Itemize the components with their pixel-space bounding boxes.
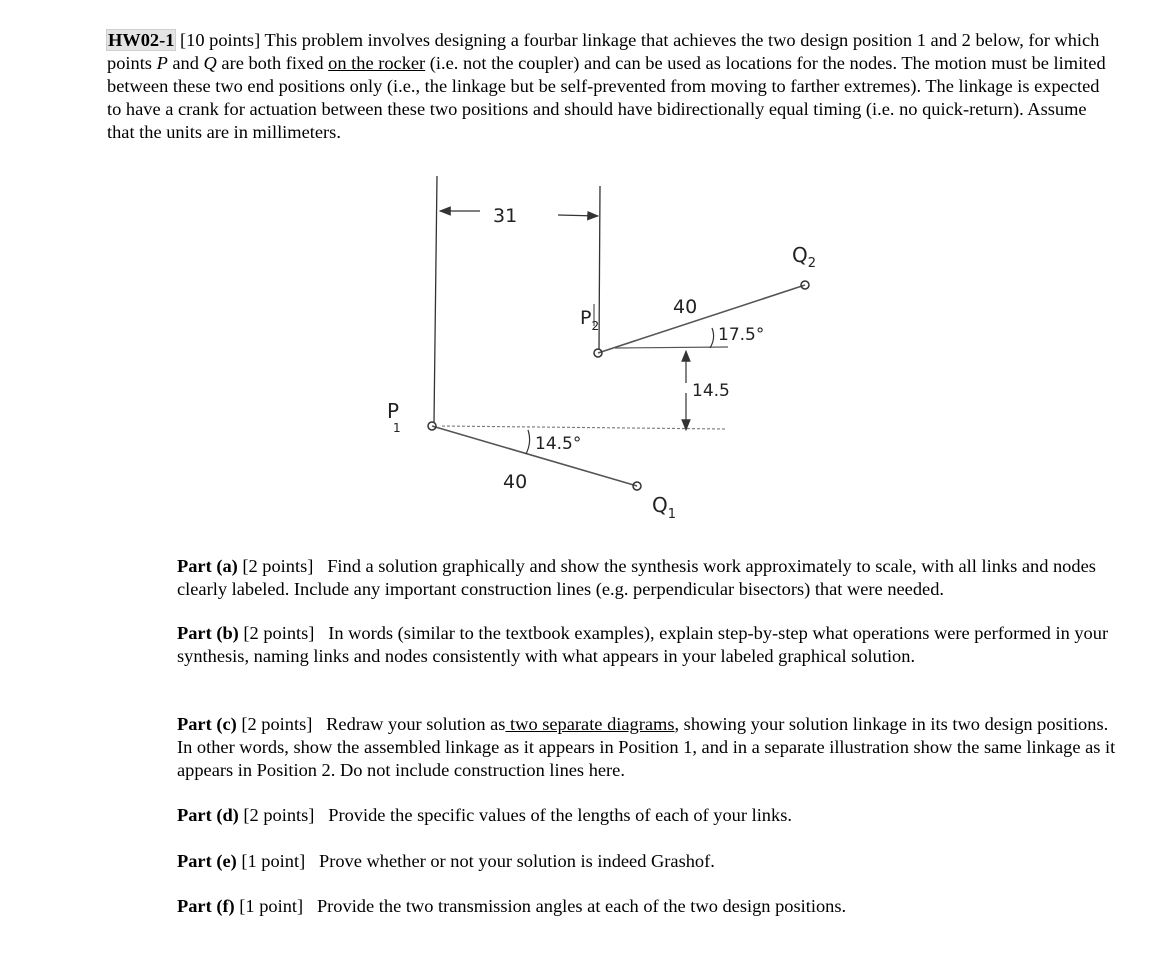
p2-label: $P_2$	[580, 307, 600, 333]
part-a-label: Part (a)	[177, 556, 238, 576]
part-c	[177, 713, 1122, 782]
vertical-ref-line-p1	[434, 176, 437, 422]
part-b-points: [2 points]	[243, 623, 315, 643]
statement-text-1: This problem involves designing a fourbar linkage that achieves the two design position 1 and 2 below, for which points	[107, 30, 1100, 73]
q1-label: $Q_1$	[652, 493, 677, 522]
horizontal-ref-line-1	[442, 426, 725, 429]
height-14-5-label: 14.5	[692, 381, 730, 401]
dimension-arrow-right	[558, 215, 598, 216]
part-d-text: Provide the specific values of the lengths of each of your links.	[328, 805, 792, 825]
problem-id: HW02-1	[108, 30, 175, 50]
on-rocker-text: on the rocker	[328, 53, 426, 73]
part-a	[177, 555, 1122, 601]
part-d	[177, 804, 1122, 827]
statement-text-2: and	[167, 53, 204, 73]
part-a-points: [2 points]	[242, 556, 314, 576]
part-c-points: [2 points]	[241, 714, 313, 734]
part-f	[177, 895, 1122, 918]
two-separate-diagrams-text: two separate diagrams	[505, 714, 675, 734]
part-d-label: Part (d)	[177, 805, 239, 825]
part-f-label: Part (f)	[177, 896, 235, 916]
length-40-upper-label: 40	[673, 296, 698, 318]
angle-17-5-label: 17.5°	[718, 325, 765, 345]
part-f-text: Provide the two transmission angles at each of the two design positions.	[316, 896, 847, 916]
linkage-figure	[330, 168, 890, 538]
part-b	[177, 622, 1122, 668]
part-e-text: Prove whether or not your solution is indeed Grashof.	[319, 851, 715, 871]
point-p-symbol: P	[156, 53, 168, 73]
q2-label: $Q_2$	[792, 243, 817, 271]
part-b-label: Part (b)	[177, 623, 239, 643]
part-c-text-1: Redraw your solution as	[326, 714, 506, 734]
linkage-sketch	[330, 168, 890, 538]
part-f-points: [1 point]	[239, 896, 304, 916]
part-e	[177, 850, 1122, 873]
part-e-points: [1 point]	[241, 851, 306, 871]
position-2-link-line	[598, 285, 805, 353]
part-e-label: Part (e)	[177, 851, 237, 871]
vertical-ref-line-p2	[599, 186, 600, 350]
angle-14-5-label: 14.5°	[535, 434, 582, 454]
statement-text-3: are both fixed	[216, 53, 329, 73]
p1-label: P 1	[387, 399, 401, 435]
length-40-lower-label: 40	[503, 471, 528, 493]
part-c-text-2: , showing your solution linkage in its two design positions. In other words, show the assembled linkage as it appears in Position 1, and in a separate illustration show the same linkage as it appears in Position 2. Do not include construction lines here.	[177, 714, 1116, 780]
point-q-symbol: Q	[203, 53, 217, 73]
part-d-points: [2 points]	[243, 805, 315, 825]
part-c-label: Part (c)	[177, 714, 237, 734]
problem-statement	[107, 29, 1117, 144]
dimension-31-label: 31	[493, 205, 518, 227]
statement-text-4: (i.e. not the coupler) and can be used as locations for the nodes. The motion must be limited between these two end positions only (i.e., the linkage but be self-prevented from moving to farther extremes). The linkage is expected to have a crank for actuation between these two positions and should have bidirectionally equal timing (i.e. no quick-return). Assume that the units are in millimeters.	[107, 53, 1106, 142]
part-a-text: Find a solution graphically and show the synthesis work approximately to scale, with all links and nodes clearly labeled. Include any important construction lines (e.g. perpendicular bisectors) that were needed.	[177, 556, 1096, 599]
problem-points: [10 points]	[180, 30, 261, 50]
part-b-text: In words (similar to the textbook examples), explain step-by-step what operations were performed in your synthesis, naming links and nodes consistently with what appears in your labeled graphical solution.	[177, 623, 1109, 666]
angle-arc-14-5	[526, 430, 530, 454]
angle-arc-17-5	[710, 328, 714, 348]
